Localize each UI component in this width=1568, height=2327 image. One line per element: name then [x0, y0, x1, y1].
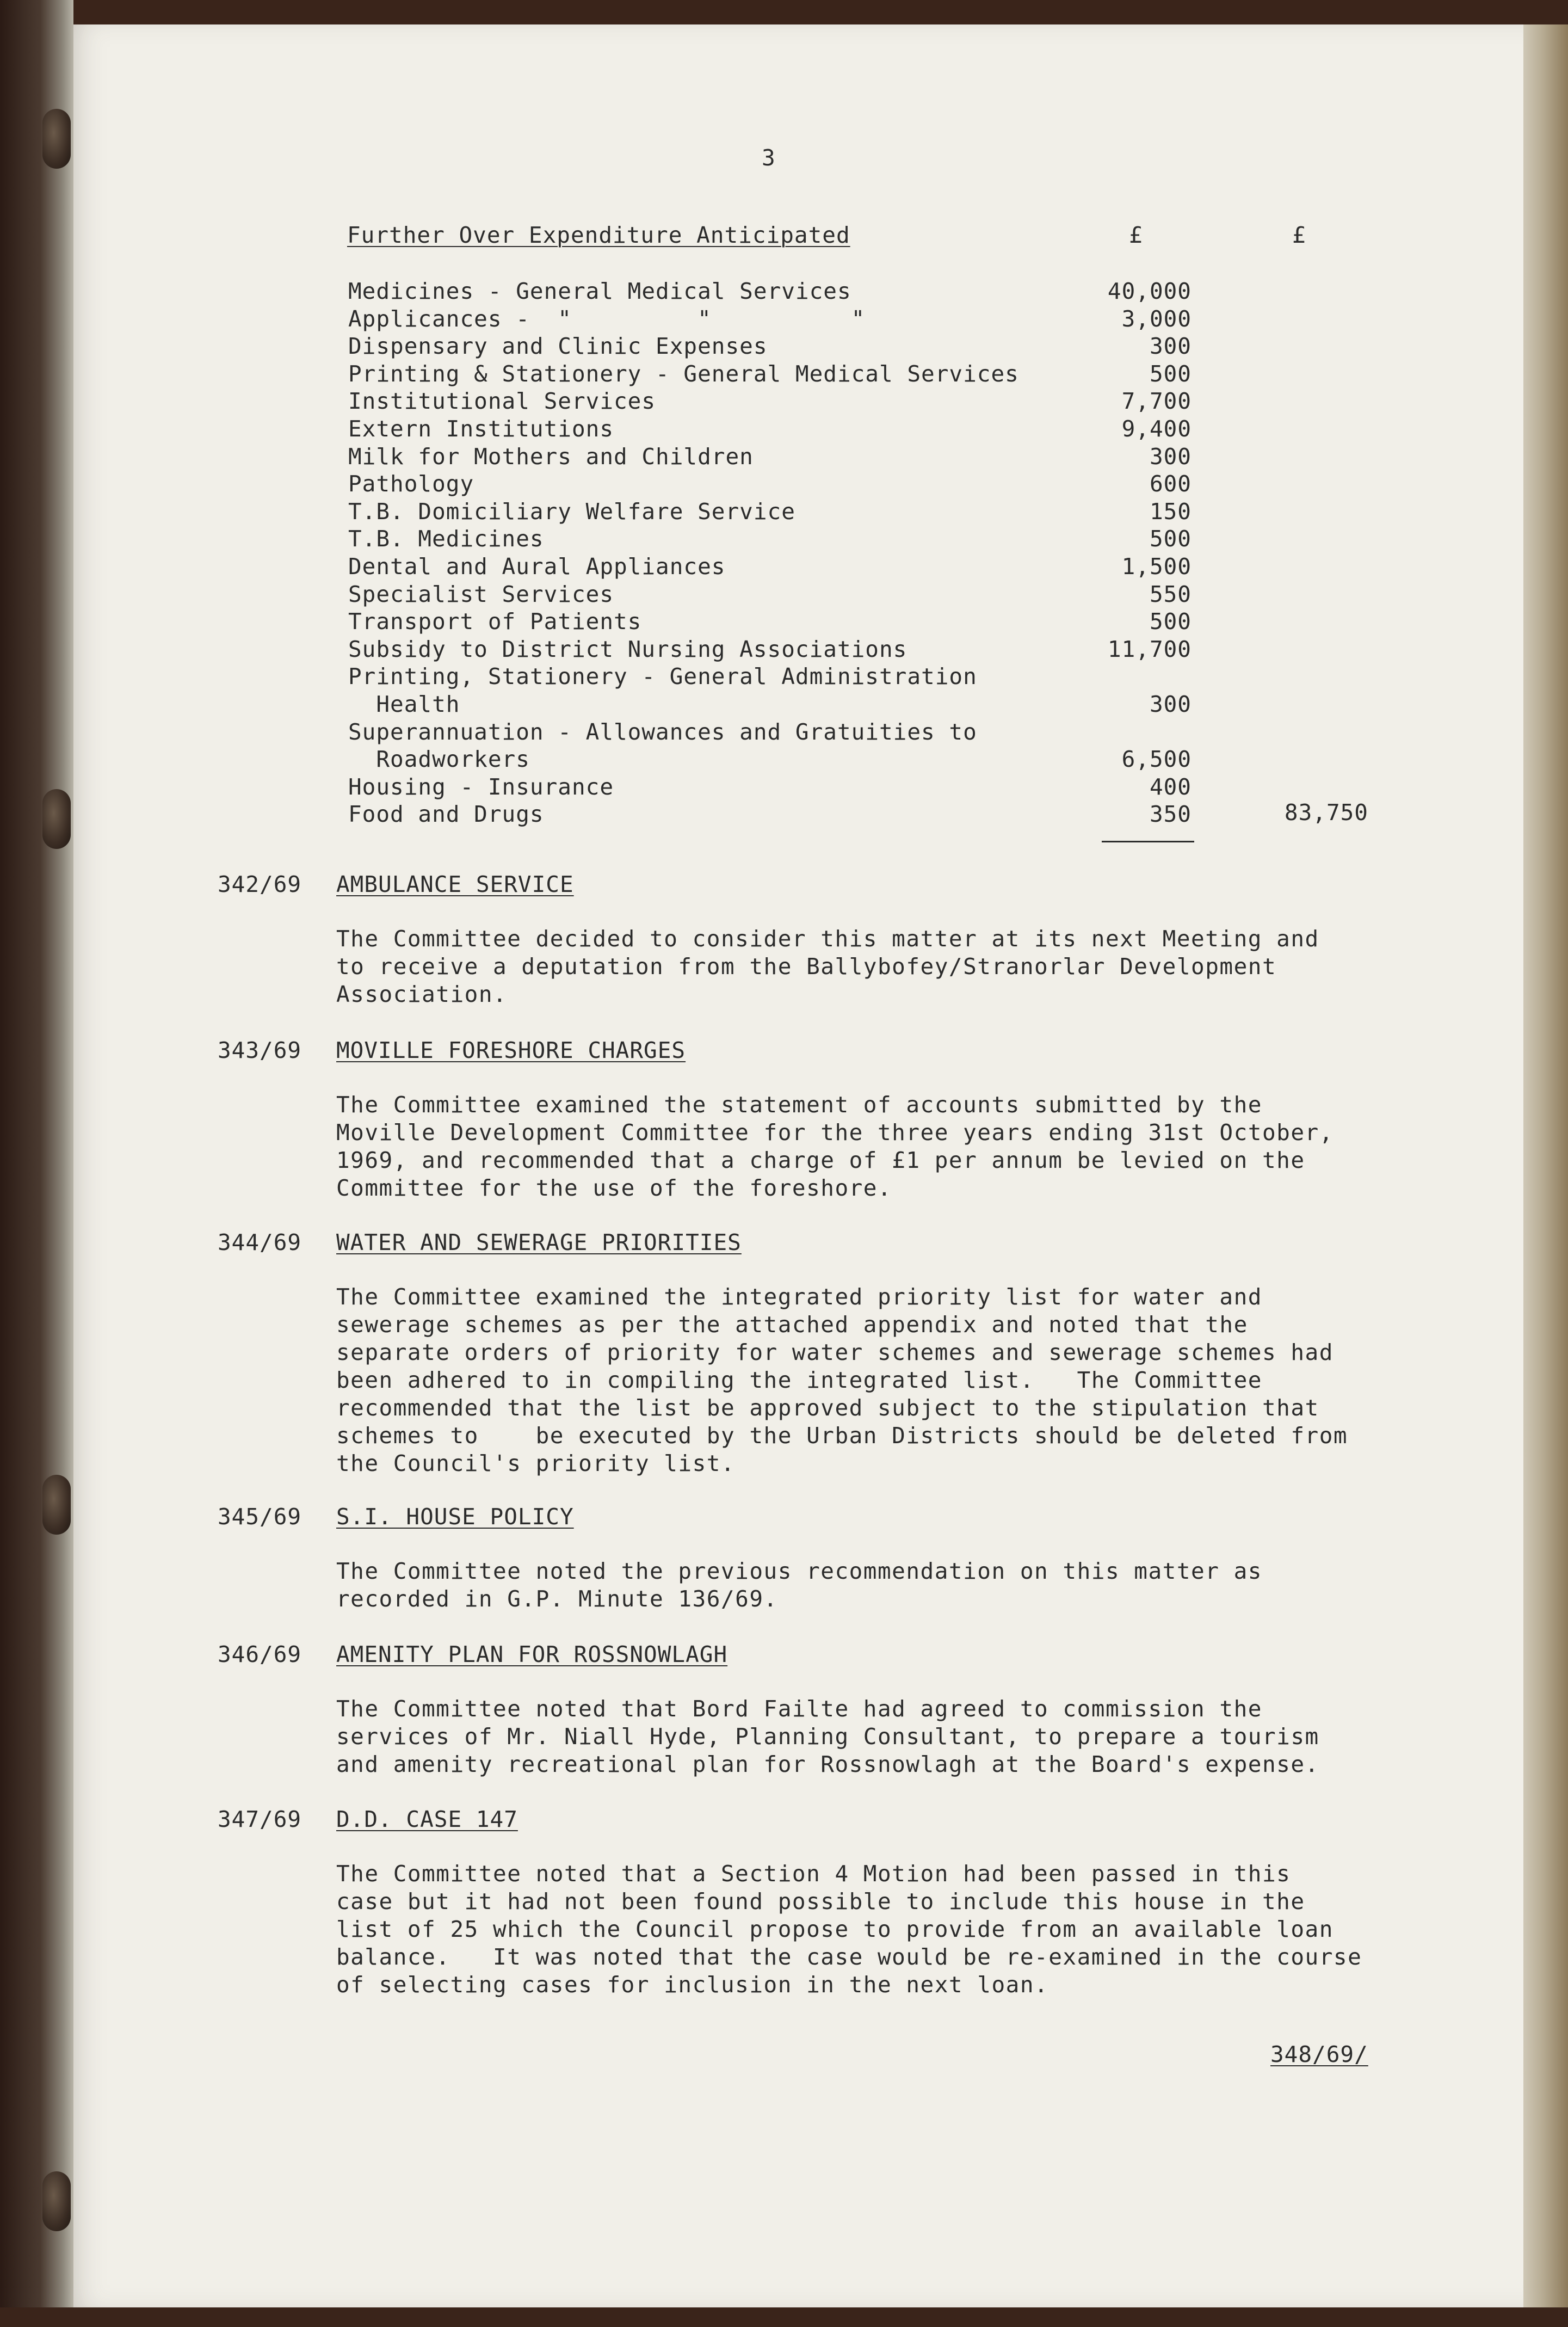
minute-body-line: schemes to be executed by the Urban Districts should be deleted from: [336, 1423, 1348, 1449]
expenditure-total: 83,750: [1284, 799, 1368, 826]
minute-body: [336, 1283, 1348, 1478]
expenditure-item-label: Specialist Services: [348, 581, 614, 607]
minute-title: AMBULANCE SERVICE: [336, 871, 574, 897]
minute-title: AMENITY PLAN FOR ROSSNOWLAGH: [336, 1641, 728, 1667]
minute-number: 345/69: [218, 1504, 302, 1530]
expenditure-item-amount: 350: [1149, 801, 1192, 827]
expenditure-item-amount: 600: [1149, 471, 1192, 497]
minute-number: 342/69: [218, 871, 302, 897]
currency-symbol-col1: £: [1129, 222, 1143, 248]
minute-body-line: the Council's priority list.: [336, 1450, 736, 1476]
expenditure-item-label: Health: [348, 691, 460, 717]
expenditure-item-label: Medicines - General Medical Services: [348, 278, 851, 304]
expenditure-item-label: Housing - Insurance: [348, 774, 614, 800]
minute-body-line: recorded in G.P. Minute 136/69.: [336, 1586, 778, 1612]
expenditure-item-label: Milk for Mothers and Children: [348, 444, 754, 470]
binding-clip-icon: [42, 789, 71, 849]
minute-body-line: Committee for the use of the foreshore.: [336, 1175, 892, 1201]
minute-body-line: list of 25 which the Council propose to provide from an available loan: [336, 1916, 1334, 1942]
expenditure-item-label: T.B. Domiciliary Welfare Service: [348, 498, 795, 525]
expenditure-item-amount: 7,700: [1121, 388, 1192, 414]
total-rule: [1102, 841, 1194, 842]
continuation-ref: 348/69/: [1270, 2041, 1368, 2067]
minute-body-line: and amenity recreational plan for Rossnowlagh at the Board's expense.: [336, 1751, 1319, 1777]
minute-body-line: to receive a deputation from the Ballybofey/Stranorlar Development: [336, 953, 1277, 980]
minute-body-line: The Committee decided to consider this matter at its next Meeting and: [336, 926, 1319, 952]
expenditure-item-amount: 11,700: [1107, 636, 1192, 662]
minute-number: 347/69: [218, 1806, 302, 1832]
minute-body-line: of selecting cases for inclusion in the next loan.: [336, 1972, 1049, 1998]
minute-title: D.D. CASE 147: [336, 1806, 518, 1832]
expenditure-item-label: Applicances - " " ": [348, 306, 866, 332]
page-number: 3: [762, 145, 776, 171]
minute-body-line: The Committee examined the integrated priority list for water and: [336, 1284, 1262, 1310]
minute-body-line: The Committee noted the previous recommendation on this matter as: [336, 1558, 1262, 1584]
expenditure-item-amount: 6,500: [1121, 746, 1192, 772]
expenditure-item-label: Printing, Stationery - General Administration: [348, 663, 977, 690]
binding-clip-icon: [42, 2171, 71, 2231]
expenditure-item-label: Dental and Aural Appliances: [348, 553, 726, 580]
expenditure-item-label: Food and Drugs: [348, 801, 544, 827]
binding-clip-icon: [42, 109, 71, 169]
page-stack-edge: [1523, 24, 1568, 2307]
expenditure-item-amount: 150: [1149, 498, 1192, 525]
book-bottom-edge: [0, 2307, 1568, 2327]
expenditure-item-amount: 9,400: [1121, 416, 1192, 442]
minute-body: [336, 925, 1319, 1008]
minute-body-line: 1969, and recommended that a charge of £1 per annum be levied on the: [336, 1147, 1305, 1173]
expenditure-item-label: T.B. Medicines: [348, 526, 544, 552]
minute-body: [336, 1695, 1319, 1778]
expenditure-item-amount: 500: [1149, 526, 1192, 552]
minute-body: [336, 1091, 1334, 1202]
minute-body-line: recommended that the list be approved subject to the stipulation that: [336, 1395, 1319, 1421]
expenditure-item-label: Pathology: [348, 471, 474, 497]
expenditure-item-label: Transport of Patients: [348, 608, 642, 635]
minute-title: MOVILLE FORESHORE CHARGES: [336, 1037, 686, 1063]
minute-body-line: case but it had not been found possible to include this house in the: [336, 1888, 1305, 1914]
expenditure-item-label: Printing & Stationery - General Medical Services: [348, 361, 1019, 387]
minute-title: WATER AND SEWERAGE PRIORITIES: [336, 1229, 742, 1255]
expenditure-item-amount: 500: [1149, 608, 1192, 635]
minute-number: 343/69: [218, 1037, 302, 1063]
minute-body-line: balance. It was noted that the case would be re-examined in the course: [336, 1944, 1362, 1970]
expenditure-item-label: Superannuation - Allowances and Gratuities to: [348, 719, 977, 745]
expenditure-item-amount: 3,000: [1121, 306, 1192, 332]
expenditure-item-label: Institutional Services: [348, 388, 656, 414]
minute-body-line: been adhered to in compiling the integrated list. The Committee: [336, 1367, 1262, 1393]
minute-body: [336, 1558, 1262, 1613]
minute-body-line: services of Mr. Niall Hyde, Planning Consultant, to prepare a tourism: [336, 1723, 1319, 1750]
book-top-edge: [0, 0, 1568, 24]
minute-body-line: separate orders of priority for water schemes and sewerage schemes had: [336, 1339, 1334, 1365]
expenditure-item-label: Extern Institutions: [348, 416, 614, 442]
minute-body-line: Association.: [336, 981, 508, 1007]
expenditure-item-label: Dispensary and Clinic Expenses: [348, 333, 768, 359]
minute-body-line: The Committee examined the statement of accounts submitted by the: [336, 1092, 1262, 1118]
expenditure-item-amount: 1,500: [1121, 553, 1192, 580]
minute-body-line: sewerage schemes as per the attached appendix and noted that the: [336, 1312, 1248, 1338]
minute-body-line: Moville Development Committee for the three years ending 31st October,: [336, 1119, 1334, 1146]
expenditure-item-amount: 500: [1149, 361, 1192, 387]
expenditure-item-amount: 400: [1149, 774, 1192, 800]
minute-number: 346/69: [218, 1641, 302, 1667]
minute-body-line: The Committee noted that a Section 4 Motion had been passed in this: [336, 1861, 1291, 1887]
currency-symbol-col2: £: [1292, 222, 1306, 248]
minute-title: S.I. HOUSE POLICY: [336, 1504, 574, 1530]
expenditure-item-amount: 40,000: [1107, 278, 1192, 304]
binding-clip-icon: [42, 1475, 71, 1535]
book-binding: [0, 0, 73, 2327]
expenditure-heading: Further Over Expenditure Anticipated: [347, 222, 850, 248]
expenditure-item-label: Roadworkers: [348, 746, 530, 772]
expenditure-item-amount: 300: [1149, 691, 1192, 717]
expenditure-item-label: Subsidy to District Nursing Associations: [348, 636, 908, 662]
minute-body-line: The Committee noted that Bord Failte had agreed to commission the: [336, 1696, 1262, 1722]
minute-body: [336, 1860, 1362, 1999]
expenditure-item-amount: 300: [1149, 333, 1192, 359]
expenditure-item-amount: 550: [1149, 581, 1192, 607]
minute-number: 344/69: [218, 1229, 302, 1255]
expenditure-item-amount: 300: [1149, 444, 1192, 470]
